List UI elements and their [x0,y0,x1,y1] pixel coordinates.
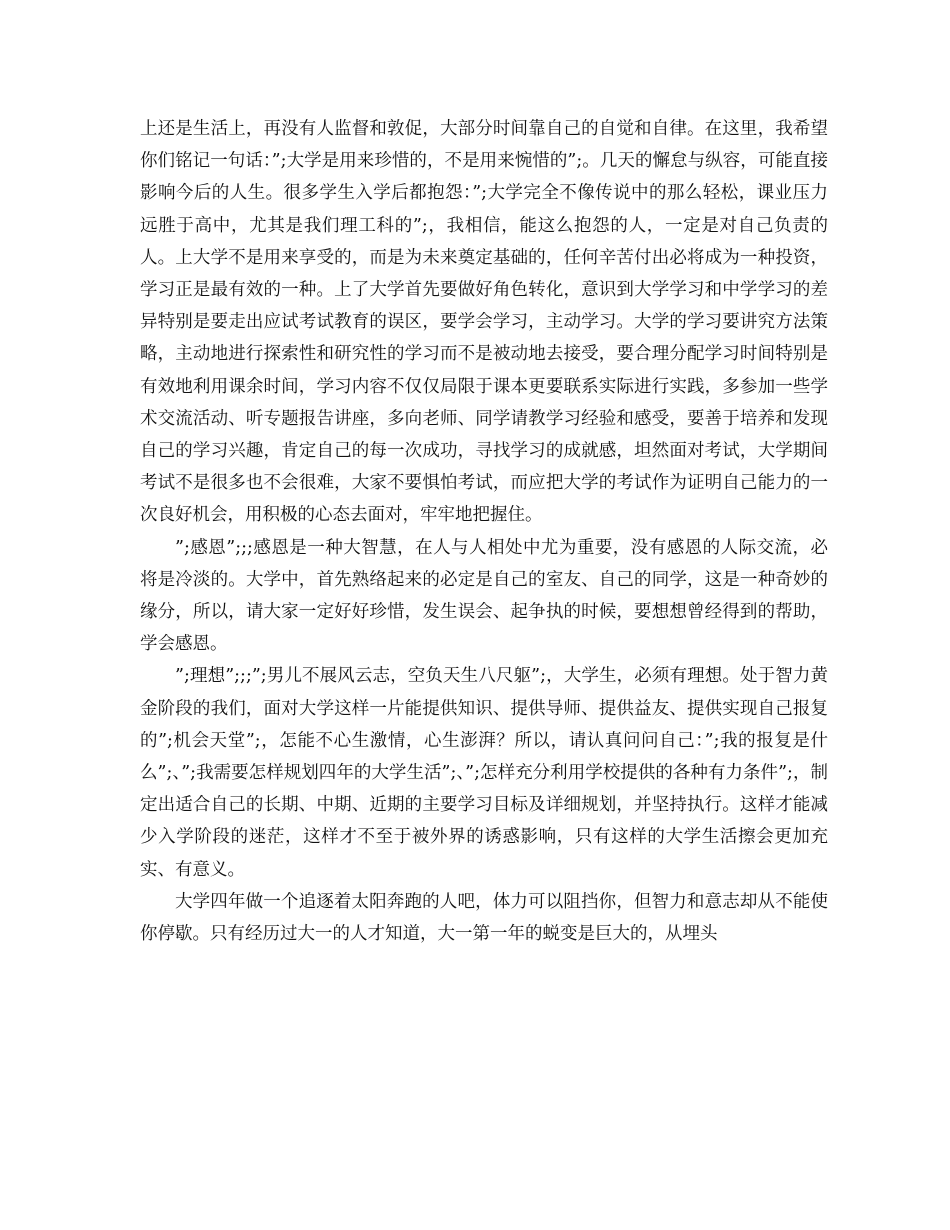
paragraph-four-years: 大学四年做一个追逐着太阳奔跑的人吧，体力可以阻挡你，但智力和意志却从不能使你停歇。只有经历过大一的人才知道，大一第一年的蜕变是巨大的，从埋头 [140,891,828,945]
paragraph-gratitude: ”;感恩”;;;感恩是一种大智慧，在人与人相处中尤为重要，没有感恩的人际交流，必将是冷淡的。大学中，首先熟络起来的必定是自己的室友、自己的同学，这是一种奇妙的缘分，所以，请大家一定好好珍惜，发生误会、起争执的时候，要想想曾经得到的帮助，学会感恩。 [140,537,828,655]
paragraph-ideals: ”;理想”;;;”;男儿不展风云志，空负天生八尺躯”;，大学生，必须有理想。处于智力黄金阶段的我们，面对大学这样一片能提供知识、提供导师、提供益友、提供实现自己报复的”;机会天堂”;，怎能不心生激情，心生澎湃？所以，请认真问问自己：”;我的报复是什么”;、”;我需要怎样规划四年的大学生活”;、”;怎样充分利用学校提供的各种有力条件”;，制定出适合自己的长期、中期、近期的主要学习目标及详细规划，并坚持执行。这样才能减少入学阶段的迷茫，这样才不至于被外界的诱惑影响，只有这样的大学生活擦会更加充实、有意义。 [140,666,828,880]
paragraph-study: 上还是生活上，再没有人监督和敦促，大部分时间靠自己的自觉和自律。在这里，我希望你们铭记一句话：”;大学是用来珍惜的，不是用来惋惜的”;。几天的懈怠与纵容，可能直接影响今后的人生。很多学生入学后都抱怨：”;大学完全不像传说中的那么轻松，课业压力远胜于高中，尤其是我们理工科的”;，我相信，能这么抱怨的人，一定是对自己负责的人。上大学不是用来享受的，而是为未来奠定基础的，任何辛苦付出必将成为一种投资，学习正是最有效的一种。上了大学首先要做好角色转化，意识到大学学习和中学学习的差异特别是要走出应试考试教育的误区，要学会学习，主动学习。大学的学习要讲究方法策略，主动地进行探索性和研究性的学习而不是被动地去接受，要合理分配学习时间特别是有效地利用课余时间，学习内容不仅仅局限于课本更要联系实际进行实践，多参加一些学术交流活动、听专题报告讲座，多向老师、同学请教学习经验和感受，要善于培养和发现自己的学习兴趣，肯定自己的每一次成功，寻找学习的成就感，坦然面对考试，大学期间考试不是很多也不会很难，大家不要惧怕考试，而应把大学的考试作为证明自己能力的一次良好机会，用积极的心态去面对，牢牢地把握住。 [140,119,828,526]
document-body [140,113,828,950]
